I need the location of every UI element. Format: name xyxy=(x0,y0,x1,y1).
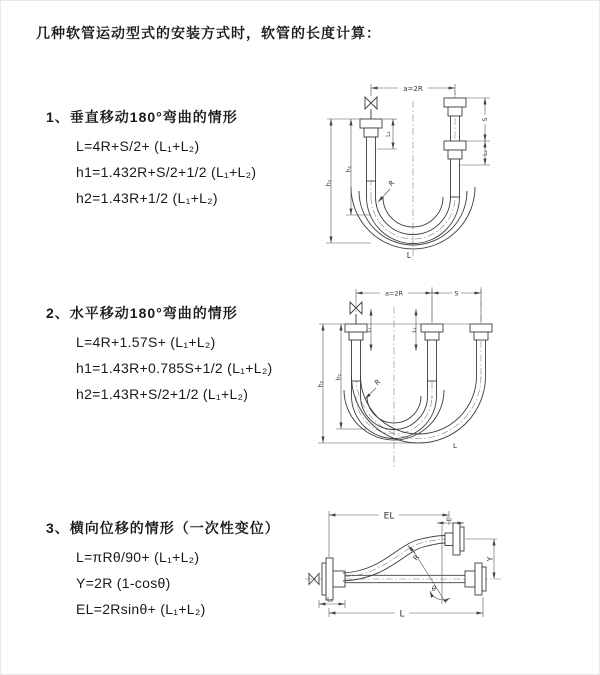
formula-length: L=πRθ/90+ (L₁+L₂) xyxy=(76,549,200,565)
dim-label-radius: R xyxy=(411,553,422,563)
dim-label-l2: L₂ xyxy=(482,150,489,156)
dim-label-length: L xyxy=(453,442,457,450)
dim-label-length: L xyxy=(399,609,405,620)
dim-label-l2: L₂ xyxy=(446,516,452,523)
formula-y: Y=2R (1-cosθ) xyxy=(76,575,171,591)
dim-label-radius: R xyxy=(387,178,397,189)
flange-left xyxy=(326,558,333,600)
dim-label-l2: L₂ xyxy=(412,327,418,333)
flange-left xyxy=(345,324,367,332)
dimensions xyxy=(326,84,491,261)
dim-label-y: Y xyxy=(486,556,495,562)
braid-right xyxy=(451,159,460,197)
braid-left xyxy=(367,137,376,181)
center-lines xyxy=(356,287,481,467)
diagram-vertical-bend xyxy=(313,73,598,263)
flange-right-initial xyxy=(475,563,482,595)
dim-label-l1: L₁ xyxy=(385,131,392,137)
formula-h1: h1=1.432R+S/2+1/2 (L₁+L₂) xyxy=(76,164,257,180)
section-3-heading: 3、横向位移的情形（一次性变位） xyxy=(46,520,280,536)
braid-left xyxy=(352,340,361,381)
formula-h1: h1=1.43R+0.785S+1/2 (L₁+L₂) xyxy=(76,360,273,376)
dim-label-el: EL xyxy=(383,511,395,522)
formula-h2: h2=1.43R+S/2+1/2 (L₁+L₂) xyxy=(76,386,249,402)
section-1-heading: 1、垂直移动180°弯曲的情形 xyxy=(46,109,238,125)
valve-icon xyxy=(365,97,377,109)
formula-h2: h2=1.43R+1/2 (L₁+L₂) xyxy=(76,190,218,206)
formula-length: L=4R+1.57S+ (L₁+L₂) xyxy=(76,334,216,350)
flange-right-top xyxy=(444,98,466,107)
dim-label-h2: h₂ xyxy=(325,179,333,187)
dim-label-length: L xyxy=(406,251,412,260)
dim-label-l1: L₁ xyxy=(327,596,333,604)
dim-label-span: a=2R xyxy=(384,289,404,298)
section-2-heading: 2、水平移动180°弯曲的情形 xyxy=(46,305,238,321)
diagram-lateral-displacement xyxy=(297,501,599,639)
dim-label-radius: R xyxy=(373,377,383,388)
dimensions xyxy=(318,289,494,450)
diagram-horizontal-bend xyxy=(309,281,600,473)
dimensions xyxy=(319,510,497,620)
flange-right-displaced xyxy=(453,523,460,555)
formula-length: L=4R+S/2+ (L₁+L₂) xyxy=(76,138,200,154)
section-vertical-180 xyxy=(46,105,256,211)
flange-middle xyxy=(421,324,443,332)
dim-label-h2: h₂ xyxy=(317,380,325,388)
dim-label-h1: h₁ xyxy=(345,165,353,173)
flange-right xyxy=(470,324,492,332)
dim-label-l1: L₁ xyxy=(367,327,373,333)
dim-label-theta: θ xyxy=(431,585,437,593)
dim-label-stroke: S xyxy=(454,289,459,298)
dim-label-span: a=2R xyxy=(403,85,423,93)
flange-right-lower xyxy=(444,141,466,150)
section-lateral-displacement xyxy=(46,516,280,622)
hose-drawing xyxy=(309,523,486,600)
flange-left xyxy=(360,119,382,128)
page-title: 几种软管运动型式的安装方式时，软管的长度计算： xyxy=(36,25,381,41)
section-horizontal-180 xyxy=(46,301,273,407)
braid-middle xyxy=(428,340,437,381)
formula-el: EL=2Rsinθ+ (L₁+L₂) xyxy=(76,601,206,617)
dim-label-stroke: S xyxy=(481,117,489,122)
dim-label-h1: h₁ xyxy=(335,373,343,381)
